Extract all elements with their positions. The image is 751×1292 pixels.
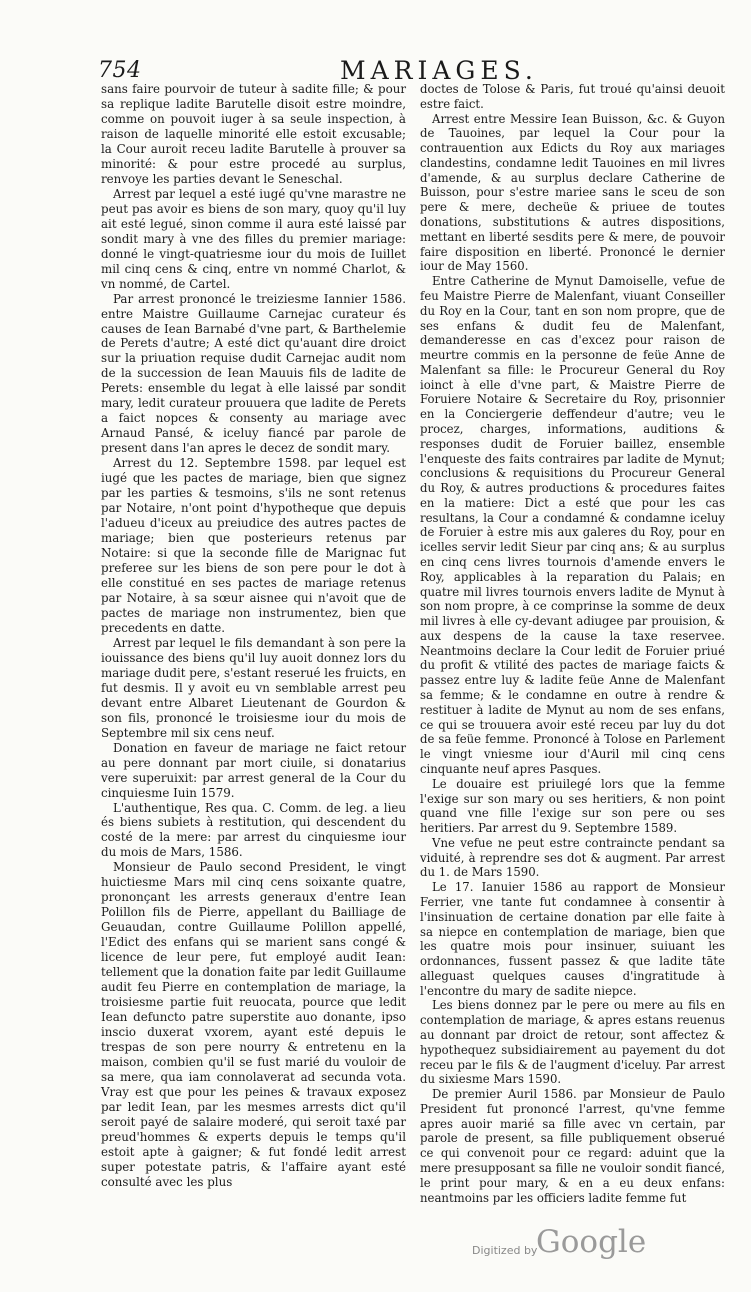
paragraph: Les biens donnez par le pere ou mere au fils en contemplation de mariage, & apres estans reuenus au donnant par droict de retour, sont affectez & hypothequez subsidiairement au payement du dot receu par le fils & de l'augment d'iceluy. Par arrest du sixiesme Mars 1590. — [420, 998, 725, 1087]
paragraph: Arrest par lequel le fils demandant à son pere la iouissance des biens qu'il luy auoit donnez lors du mariage dudit pere, s'estant reserué les fruicts, en fut desmis. Il y avoit eu vn semblable arrest peu devant entre Albaret Lieutenant de Gourdon & son fils, prononcé le troisiesme iour du mois de Septembre mil six cens neuf. — [101, 635, 407, 740]
paragraph: Donation en faveur de mariage ne faict retour au pere donnant par mort ciuile, si donatarius vere superuixit: par arrest general de la Cour du cinquiesme Iuin 1579. — [101, 740, 406, 800]
paragraph: Le douaire est priuilegé lors que la femme l'exige sur son mary ou ses heritiers, & non point quand vne fille l'exige sur son pere ou ses heritiers. Par arrest du 9. Septembre 1589. — [420, 776, 725, 836]
right-column — [420, 82, 725, 1205]
paragraph: L'authentique, Res qua. C. Comm. de leg. a lieu és biens subiets à restitution, qui descendent du costé de la mere: par arrest du cinquiesme iour du mois de Mars, 1586. — [101, 800, 406, 860]
paragraph: doctes de Tolose & Paris, fut troué qu'ainsi deuoit estre faict. — [420, 82, 725, 111]
page-number: 754 — [98, 58, 142, 83]
paragraph: sans faire pourvoir de tuteur à sadite fille; & pour sa replique ladite Barutelle disoit estre moindre, comme on pouvoit iuger à sa seule inspection, à raison de laquelle minorité elle estoit excusable; la Cour auroit receu ladite Barutelle à prouver sa minorité: & pour estre procedé au surplus, renvoye les parties devant le Seneschal. — [101, 82, 406, 186]
left-column — [101, 82, 406, 1190]
paragraph: Arrest par lequel a esté iugé qu'vne marastre ne peut pas avoir es biens de son mary, quoy qu'il luy ait esté legué, sinon comme il aura esté laissé par sondit mary à vne des filles du premier mariage: donné le vingt-quatriesme iour du mois de Iuillet mil cinq cens & cinq, entre vn nommé Charlot, & vn nommé, de Cartel. — [101, 186, 406, 291]
paragraph: Le 17. Ianuier 1586 au rapport de Monsieur Ferrier, vne tante fut condamnee à consentir à l'insinuation de certaine donation par elle faite à sa niepce en contemplation de mariage, bien que les quatre mois pour insinuer, suiuant les ordonnances, fussent passez & que ladite tāte alleguast quelques causes d'ingratitude à l'encontre du mary de sadite niepce. — [420, 880, 725, 998]
google-logo: Google — [536, 1224, 647, 1260]
paragraph: Arrest entre Messire Iean Buisson, &c. & Guyon de Tauoines, par lequel la Cour pour la contrauention aux Edicts du Roy aux mariages clandestins, condamne ledit Tauoines en mil livres d'amende, & au surplus declare Catherine de Buisson, pour s'estre mariee sans le sceu de son pere & mere, decheüe & priuee de toutes donations, substitutions & autres dispositions, mettant en liberté sesdits pere & mere, de pouvoir faire disposition en liberté. Prononcé le dernier iour de May 1560. — [420, 111, 725, 274]
paragraph: Arrest du 12. Septembre 1598. par lequel est iugé que les pactes de mariage, bien que signez par les parties & tesmoins, s'ils ne sont retenus par Notaire, n'ont point d'hypotheque que depuis l'adueu d'iceux au preiudice des autres pactes de mariage; bien que posterieurs retenus par Notaire: si que la seconde fille de Marignac fut preferee sur les biens de son pere pour le dot à elle constitué en ses pactes de mariage retenus par Notaire, à sa sœur aisnee qui n'avoit que de pactes de mariage non instrumentez, bien que precedents en datte. — [101, 456, 406, 635]
paragraph: Monsieur de Paulo second President, le vingt huictiesme Mars mil cinq cens soixante quatre, prononçant les arrests generaux d'entre Iean Polillon fils de Pierre, appellant du Bailliage de Geuaudan, contre Guillaume Polillon appellé, l'Edict des enfans qui se marient sans congé & licence de leur pere, fut employé audit Iean: tellement que la donation faite par ledit Guillaume audit feu Pierre en contemplation de mariage, la troisiesme partie fuit reuocata, pource que ledit Iean defuncto patre superstite auo donante, ipso inscio duxerat vxorem, ayant esté depuis le trespas de son pere nourry & entretenu en la maison, combien qu'il se fust marié du vouloir de sa mere, qua iam connolaverat ad secunda vota. Vray est que pour les peines & travaux exposez par ledit Iean, par les mesmes arrests dict qu'il seroit payé de salaire moderé, qui seroit taxé par preud'hommes & experts depuis le temps qu'il estoit apte à gaigner; & fut fondé ledit arrest super potestate patris, & l'affaire ayant esté consulté avec les plus — [101, 860, 406, 1189]
digitized-by-label: Digitized by — [472, 1244, 538, 1257]
paragraph: Vne vefue ne peut estre contraincte pendant sa viduité, à reprendre ses dot & augment. Par arrest du 1. de Mars 1590. — [420, 835, 725, 880]
paragraph: De premier Auril 1586. par Monsieur de Paulo President fut prononcé l'arrest, qu'vne femme apres auoir marié sa fille avec vn certain, par parole de present, sa fille publiquement obserué ce qui convenoit pour ce regard: aduint que la mere presupposant sa fille ne vouloir sondit fiancé, le print pour mary, & en a eu deux enfans: neantmoins par les officiers ladite femme fut — [420, 1087, 725, 1205]
page-footer — [0, 1224, 751, 1268]
running-title: MARIAGES. — [340, 56, 538, 85]
paragraph: Entre Catherine de Mynut Damoiselle, vefue de feu Maistre Pierre de Malenfant, viuant Conseiller du Roy en la Cour, tant en son nom propre, que de ses enfans & dudit feu de Malenfant, demanderesse en cas d'excez pour raison de meurtre commis en la personne de feüe Anne de Malenfant sa fille: le Procureur General du Roy ioinct à elle d'vne part, & Maistre Pierre de Foruiere Notaire & Secretaire du Roy, prisonnier en la Conciergerie deffendeur d'autre; veu le procez, charges, informations, auditions & responses dudit de Foruier baillez, ensemble l'enqueste des faits contraires par ladite de Mynut; conclusions & requisitions du Procureur General du Roy, & autres productions & procedures faites en la matiere: Dict a esté que pour les cas resultans, la Cour a condamné & condamne iceluy de Foruier à estre mis aux galeres du Roy, pour en icelles servir ledit Sieur par cinq ans; & au surplus en cinq cens livres tournois d'amende envers le Roy, applicables à la reparation du Palais; en quatre mil livres tournois envers ladite de Mynut à son nom propre, à ce comprinse la somme de deux mil livres à elle cy-devant adiugee par prouision, & aux despens de la cause la taxe reservee. Neantmoins declare la Cour ledit de Foruier priué du profit & vtilité des pactes de mariage faicts & passez entre luy & ladite feüe Anne de Malenfant sa femme; & le condamne en outre à rendre & restituer à ladite de Mynut au nom de ses enfans, ce qui se trouuera avoir esté receu par luy du dot de sa feüe femme. Prononcé à Tolose en Parlement le vingt vniesme iour d'Auril mil cinq cens cinquante neuf apres Pasques. — [420, 274, 725, 776]
paragraph: Par arrest prononcé le treiziesme Iannier 1586. entre Maistre Guillaume Carnejac curateur és causes de Iean Barnabé d'vne part, & Barthelemie de Perets d'autre; A esté dict qu'auant dire droict sur la priuation requise dudit Carnejac audit nom de la succession de Iean Mauuis fils de ladite de Perets: ensemble du legat à elle laissé par sondit mary, ledit curateur prouuera que ladite de Perets a faict nopces & consenty au mariage avec Arnaud Pansé, & iceluy fiancé par parole de present dans l'an apres le decez de sondit mary. — [101, 291, 406, 456]
